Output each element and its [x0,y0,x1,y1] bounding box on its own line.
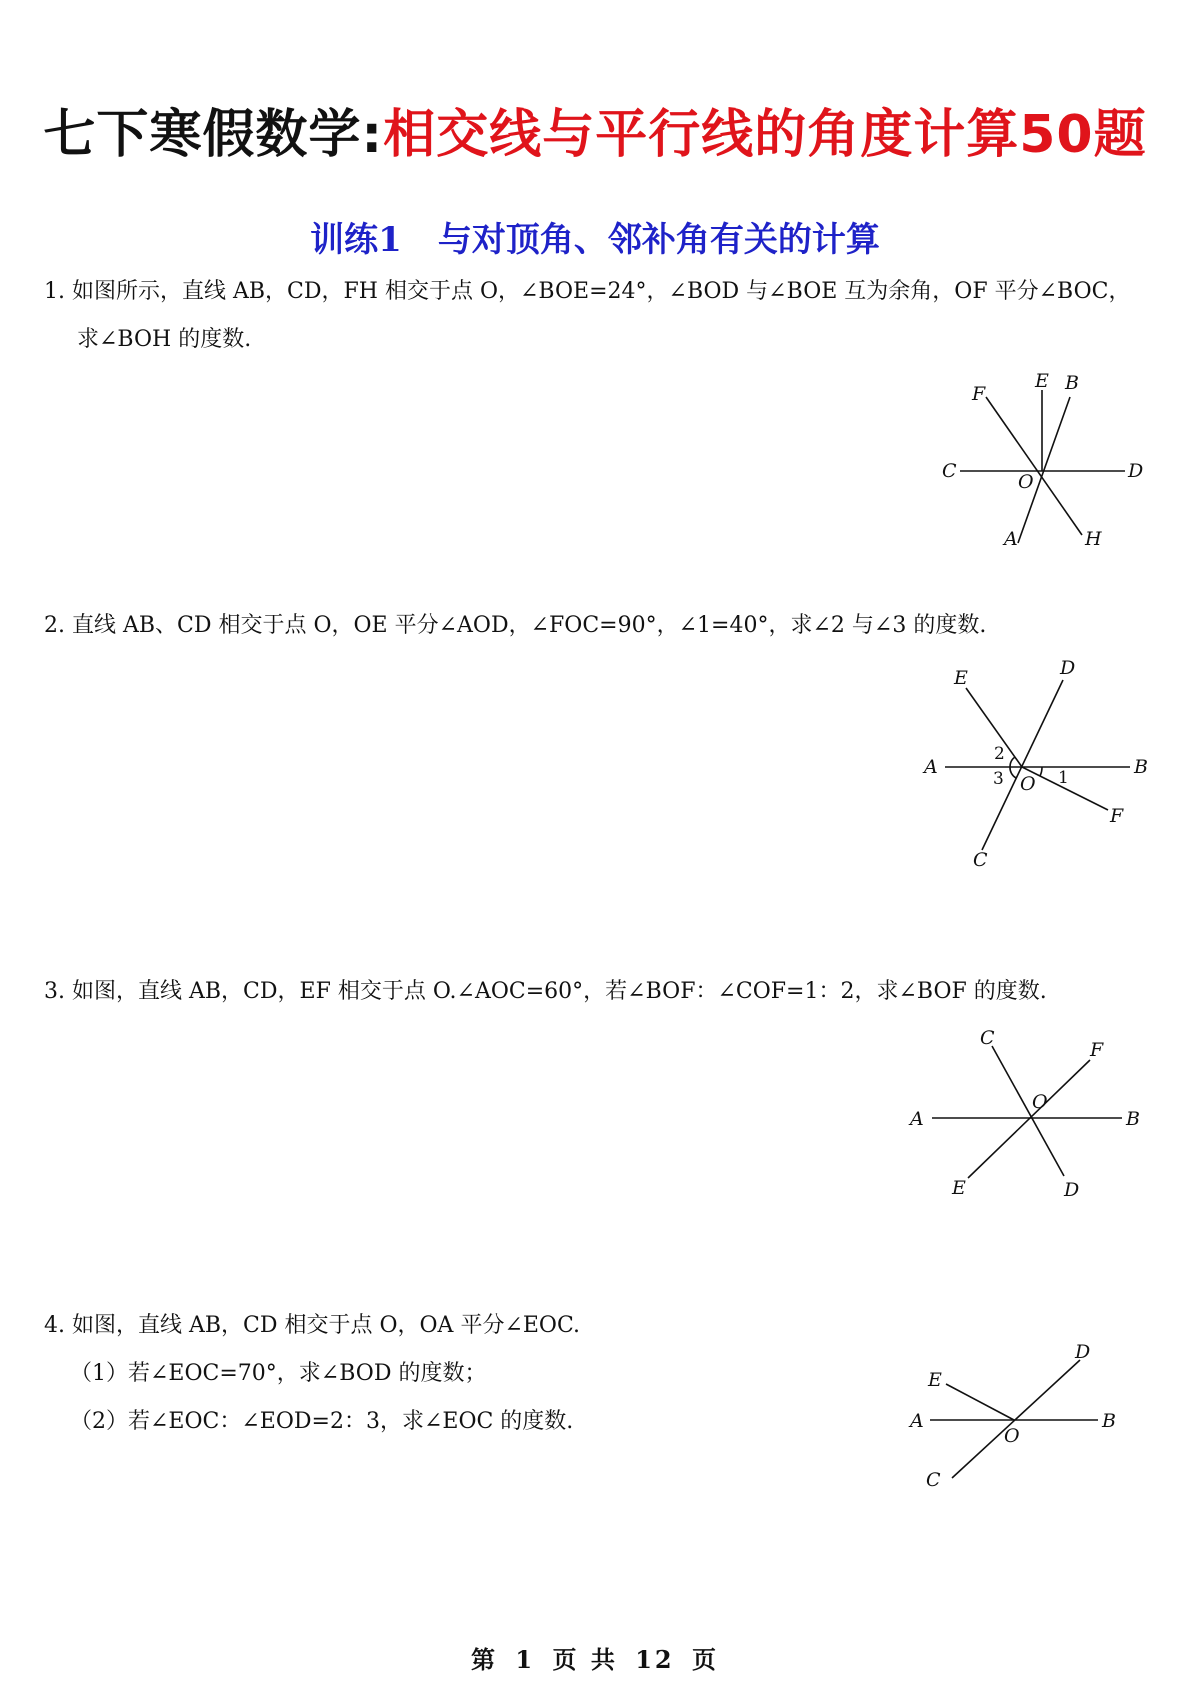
footer-middle: 页 共 [552,1645,618,1674]
label-C: C [942,460,957,482]
line-CD [952,1360,1080,1478]
label-A: A [1004,528,1018,550]
label-C: C [980,1027,995,1049]
label-E: E [954,667,968,689]
label-A: A [924,756,938,778]
line-EF [968,1060,1090,1178]
label-A: A [910,1108,924,1130]
label-D: D [1060,657,1076,679]
label-F: F [972,383,986,405]
label-E: E [952,1177,966,1199]
footer-page-number: 1 [515,1645,536,1674]
label-B: B [1102,1410,1116,1432]
footer-total-pages: 12 [635,1645,675,1674]
question-1-line-2: 求∠BOH 的度数. [77,327,252,352]
footer-prefix: 第 [471,1645,499,1674]
line-FH [986,397,1082,535]
line-CD [982,680,1063,850]
label-angle-1: 1 [1058,768,1069,788]
figure-1 [930,365,1150,555]
title-main: 相交线与平行线的角度计算50题 [383,105,1147,165]
question-2-line-1: 2. 直线 AB、CD 相交于点 O，OE 平分∠AOD，∠FOC=90°，∠1=40°，求∠2 与∠3 的度数. [44,613,987,638]
footer-suffix: 页 [691,1645,719,1674]
label-angle-2: 2 [994,744,1005,764]
line-CD [992,1046,1064,1176]
label-H: H [1085,528,1102,550]
label-B: B [1065,372,1079,394]
question-4-line-3: （2）若∠EOC：∠EOD=2：3，求∠EOC 的度数. [70,1409,574,1434]
label-O: O [1004,1425,1020,1447]
arc-angle-3 [1010,767,1016,778]
arc-angle-2 [1010,757,1015,767]
label-O: O [1020,773,1036,795]
section-heading [0,212,1190,261]
question-4-line-2: （1）若∠EOC=70°，求∠BOD 的度数； [70,1361,487,1386]
line-AB [1018,397,1070,543]
label-A: A [910,1410,924,1432]
label-B: B [1126,1108,1140,1130]
figure-4 [900,1330,1140,1500]
label-O: O [1032,1091,1048,1113]
label-C: C [926,1469,941,1491]
label-D: D [1064,1179,1080,1201]
question-4-line-1: 4. 如图，直线 AB，CD 相交于点 O，OA 平分∠EOC. [44,1313,581,1338]
section-label: 训练1 [310,220,402,260]
label-C: C [973,849,988,871]
label-D: D [1128,460,1144,482]
question-1-line-1: 1. 如图所示，直线 AB，CD，FH 相交于点 O，∠BOE=24°，∠BOD 与∠BOE 互为余角，OF 平分∠BOC， [44,279,1131,304]
label-O: O [1018,471,1034,493]
label-B: B [1134,756,1148,778]
label-E: E [928,1369,942,1391]
arc-angle-1 [1040,767,1042,776]
label-D: D [1075,1341,1091,1363]
figure-2 [910,650,1160,870]
section-name: 与对顶角、邻补角有关的计算 [437,220,880,260]
label-F: F [1090,1039,1104,1061]
label-F: F [1110,805,1124,827]
ray-OE [946,1384,1014,1420]
title-prefix: 七下寒假数学: [43,105,384,165]
figure-3 [900,1020,1150,1200]
label-angle-3: 3 [993,769,1004,789]
question-3-line-1: 3. 如图，直线 AB，CD，EF 相交于点 O.∠AOC=60°，若∠BOF：∠COF=1：2，求∠BOF 的度数. [44,979,1047,1004]
label-E: E [1035,370,1049,392]
page-title [0,92,1190,167]
page-footer [0,1640,1190,1675]
